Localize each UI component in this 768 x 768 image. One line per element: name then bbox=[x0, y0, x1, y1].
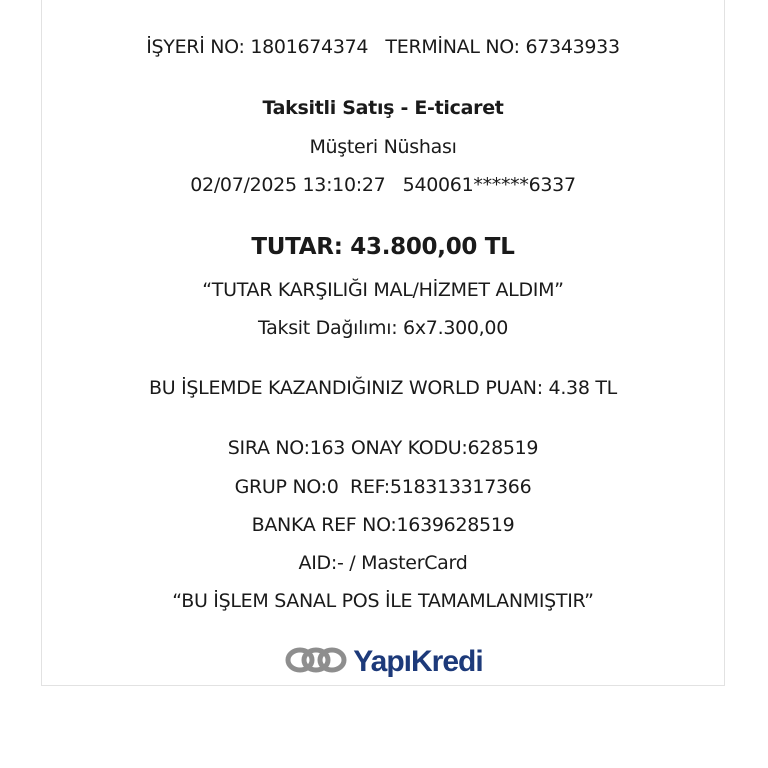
yapikredi-rings-icon bbox=[283, 644, 349, 680]
amount-total: TUTAR: 43.800,00 TL bbox=[251, 234, 515, 260]
group-reference: GRUP NO:0 REF:518313317366 bbox=[234, 476, 532, 498]
acknowledgement-text: “TUTAR KARŞILIĞI MAL/HİZMET ALDIM” bbox=[202, 279, 564, 301]
yapikredi-wordmark: YapıKredi bbox=[353, 645, 483, 678]
aid-card-brand: AID:- / MasterCard bbox=[298, 552, 468, 574]
world-points: BU İŞLEMDE KAZANDIĞINIZ WORLD PUAN: 4.38 TL bbox=[149, 377, 617, 399]
sequence-approval-code: SIRA NO:163 ONAY KODU:628519 bbox=[227, 437, 539, 459]
installment-breakdown: Taksit Dağılımı: 6x7.300,00 bbox=[257, 317, 508, 339]
bank-reference: BANKA REF NO:1639628519 bbox=[251, 514, 515, 536]
virtual-pos-note: “BU İŞLEM SANAL POS İLE TAMAMLANMIŞTIR” bbox=[172, 590, 594, 612]
merchant-terminal-line: İŞYERİ NO: 1801674374 TERMİNAL NO: 67343933 bbox=[146, 36, 620, 58]
datetime-card-number: 02/07/2025 13:10:27 540061******6337 bbox=[190, 174, 576, 196]
yapikredi-logo bbox=[42, 640, 724, 684]
receipt bbox=[41, 0, 725, 686]
copy-type: Müşteri Nüshası bbox=[309, 136, 457, 158]
transaction-type: Taksitli Satış - E-ticaret bbox=[262, 97, 504, 119]
